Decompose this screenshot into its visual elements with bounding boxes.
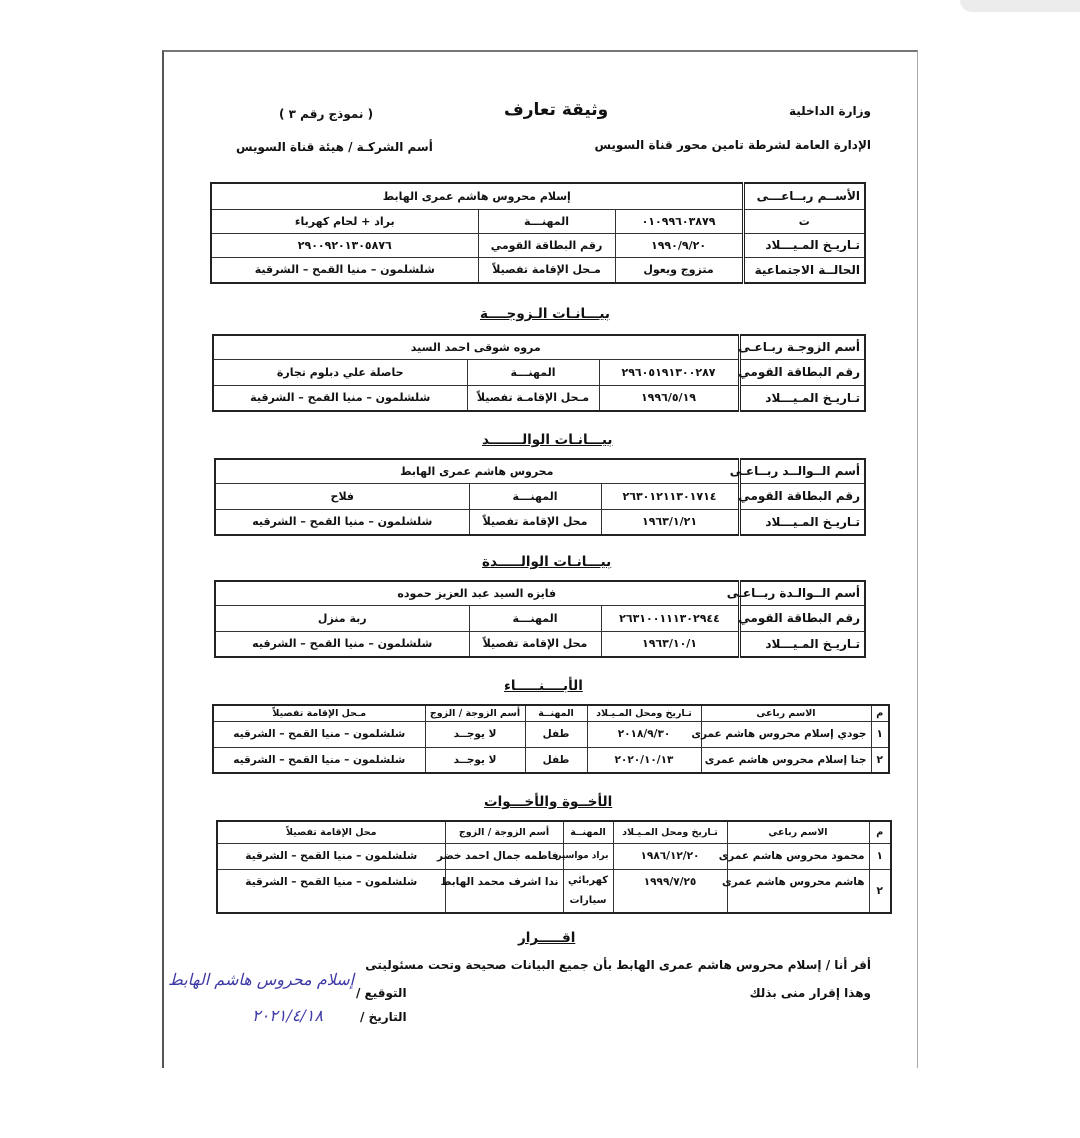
department-label: الإدارة العامة لشرطة تامين محور قناة السويس (594, 138, 871, 152)
window-corner (960, 0, 1080, 12)
table-cell: ١٩٩٩/٧/٢٥ (613, 869, 727, 913)
father-job-label: المهنـــة (469, 483, 601, 509)
father-nid: ٢٦٣٠١٢١١٣٠١٧١٤ (601, 483, 739, 509)
table-row (213, 721, 889, 747)
table-cell: طفل (525, 721, 587, 747)
company-label: أسم الشركـة / هيئة قناة السويس (236, 140, 433, 154)
table-cell: شلشلمون – منيا القمح – الشرقية (217, 869, 445, 913)
children-section-title: الأبــــنـــــاء (504, 678, 583, 694)
children-header: الاسم رباعى (701, 705, 871, 721)
wife-name: مروه شوقى احمد السيد (213, 335, 739, 359)
table-cell: جنا إسلام محروس هاشم عمرى (701, 747, 871, 773)
table-cell: فاطمه جمال احمد خضر (445, 843, 563, 869)
children-header: مـحل الإقامة تفصيلاً (213, 705, 425, 721)
table-cell: لا يوجــد (425, 747, 525, 773)
mother-name: فايزه السيد عبد العزيز حموده (215, 581, 739, 605)
date-label: التاريخ / (360, 1010, 407, 1024)
father-residence: شلشلمون – منيا القمح – الشرقيه (215, 509, 469, 535)
mother-res-label: محل الإقامة تفصيلاً (469, 631, 601, 657)
wife-res-label: مـحل الإقامـة تفصيلاً (467, 385, 599, 411)
table-row (217, 869, 891, 913)
signature-label: التوقيع / (356, 986, 407, 1000)
person-dob: ١٩٩٠/٩/٢٠ (615, 233, 743, 257)
table-cell: طفل (525, 747, 587, 773)
children-header: المهنــة (525, 705, 587, 721)
declaration-line1: أقر أنا / إسلام محروس هاشم عمرى الهابط بأن جميع البيانات صحيحة وتحت مسئوليتى (365, 958, 871, 972)
mother-section-title: بيـــانـات الوالـــــدة (482, 554, 612, 570)
siblings-header: المهنــة (563, 821, 613, 843)
siblings-header: تـاريخ ومحل المـيـلاد (613, 821, 727, 843)
wife-section-title: بيـــانـات الـزوجــــة (480, 306, 610, 322)
table-cell: ٢ (871, 747, 889, 773)
table-cell: كهربائي سيارات (563, 869, 613, 913)
table-row (213, 747, 889, 773)
table-cell: ١ (871, 721, 889, 747)
table-cell: ١٩٨٦/١٢/٢٠ (613, 843, 727, 869)
children-header: أسم الزوجة / الزوج (425, 705, 525, 721)
table-cell: ندا اشرف محمد الهابط (445, 869, 563, 913)
table-cell: شلشلمون – منيا القمح – الشرقيه (213, 721, 425, 747)
father-table (214, 458, 866, 536)
person-name: إسلام محروس هاشم عمرى الهابط (211, 183, 743, 209)
table-cell: ٢٠١٨/٩/٣٠ (587, 721, 701, 747)
table-cell: هاشم محروس هاشم عمرى (727, 869, 869, 913)
siblings-header: أسم الزوجة / الزوج (445, 821, 563, 843)
wife-residence: شلشلمون – منيا القمح – الشرقية (213, 385, 467, 411)
mother-job-label: المهنـــة (469, 605, 601, 631)
table-cell: براد مواسير (563, 843, 613, 869)
father-name-label: أسم الــوالــد ربــاعـى (739, 459, 865, 483)
wife-dob-label: تـاريـخ المـيـــلاد (739, 385, 865, 411)
declaration-line2: وهذا إقرار منى بذلك (749, 986, 871, 1000)
father-nid-label: رقم البطاقة القومي (739, 483, 865, 509)
wife-job-label: المهنـــة (467, 359, 599, 385)
person-marital-label: الحالــة الاجتماعية (743, 257, 865, 283)
table-cell: ٢٠٢٠/١٠/١٣ (587, 747, 701, 773)
siblings-table (216, 820, 892, 914)
father-res-label: محل الإقامة تفصيلاً (469, 509, 601, 535)
person-table (210, 182, 866, 284)
father-dob: ١٩٦٣/١/٢١ (601, 509, 739, 535)
father-dob-label: تـاريـخ المـيـــلاد (739, 509, 865, 535)
form-number: ( نموذج رقم ٣ ) (279, 107, 374, 121)
father-name: محروس هاشم عمرى الهابط (215, 459, 739, 483)
table-cell: شلشلمون – منيا القمح – الشرقيه (213, 747, 425, 773)
siblings-header: محل الإقامة تفصيلاً (217, 821, 445, 843)
mother-nid: ٢٦٣١٠٠١١١٣٠٢٩٤٤ (601, 605, 739, 631)
table-cell: لا يوجــد (425, 721, 525, 747)
person-res-label: مـحل الإقامة تفصيلاً (478, 257, 615, 283)
person-phone: ٠١٠٩٩٦٠٣٨٧٩ (615, 209, 743, 233)
table-cell: محمود محروس هاشم عمرى (727, 843, 869, 869)
father-section-title: بيـــانـات الوالـــــــد (482, 432, 613, 448)
mother-nid-label: رقم البطاقة القومي (739, 605, 865, 631)
person-residence: شلشلمون – منيا القمح – الشرقية (211, 257, 478, 283)
table-cell: جودي إسلام محروس هاشم عمرى (701, 721, 871, 747)
wife-table (212, 334, 866, 412)
children-header: تـاريخ ومحل المـيـلاد (587, 705, 701, 721)
mother-name-label: أسم الــوالـدة ربــاعـى (739, 581, 865, 605)
wife-nid-label: رقم البطاقة القومي (739, 359, 865, 385)
table-cell: شلشلمون – منيا القمح – الشرقية (217, 843, 445, 869)
person-phone-label: ت (743, 209, 865, 233)
declaration-title: اقـــــرار (518, 930, 576, 946)
wife-name-label: أسم الزوجـة ربـاعـى (739, 335, 865, 359)
siblings-section-title: الأخــوة والأخـــوات (484, 794, 613, 810)
children-header: م (871, 705, 889, 721)
ministry-label: وزارة الداخلية (788, 104, 871, 118)
wife-dob: ١٩٩٦/٥/١٩ (599, 385, 739, 411)
person-marital: متزوج ويعول (615, 257, 743, 283)
wife-nid: ٢٩٦٠٥١٩١٣٠٠٢٨٧ (599, 359, 739, 385)
person-job: براد + لحام كهرباء (211, 209, 478, 233)
siblings-header: م (869, 821, 891, 843)
siblings-header: الاسم رباعي (727, 821, 869, 843)
table-cell: ١ (869, 843, 891, 869)
person-nid: ٢٩٠٠٩٢٠١٣٠٥٨٧٦ (211, 233, 478, 257)
mother-residence: شلشلمون – منيا القمح – الشرقيه (215, 631, 469, 657)
document-page (162, 50, 918, 1068)
handwritten-signature: إسلام محروس هاشم الهابط (168, 970, 355, 989)
mother-job: ربة منزل (215, 605, 469, 631)
person-name-label: الأســم ربــاعـــى (743, 183, 865, 209)
children-table (212, 704, 890, 774)
mother-table (214, 580, 866, 658)
wife-job: حاصلة علي دبلوم تجارة (213, 359, 467, 385)
mother-dob-label: تـاريـخ المـيـــلاد (739, 631, 865, 657)
table-row (217, 843, 891, 869)
person-dob-label: تـاريـخ المـيـــلاد (743, 233, 865, 257)
document-title: وثيقة تعارف (504, 100, 609, 120)
table-cell: ٢ (869, 869, 891, 913)
handwritten-date: ٢٠٢١/٤/١٨ (252, 1006, 323, 1025)
father-job: فلاح (215, 483, 469, 509)
person-nid-label: رقم البطاقة القومي (478, 233, 615, 257)
person-job-label: المهنـــة (478, 209, 615, 233)
mother-dob: ١٩٦٣/١٠/١ (601, 631, 739, 657)
